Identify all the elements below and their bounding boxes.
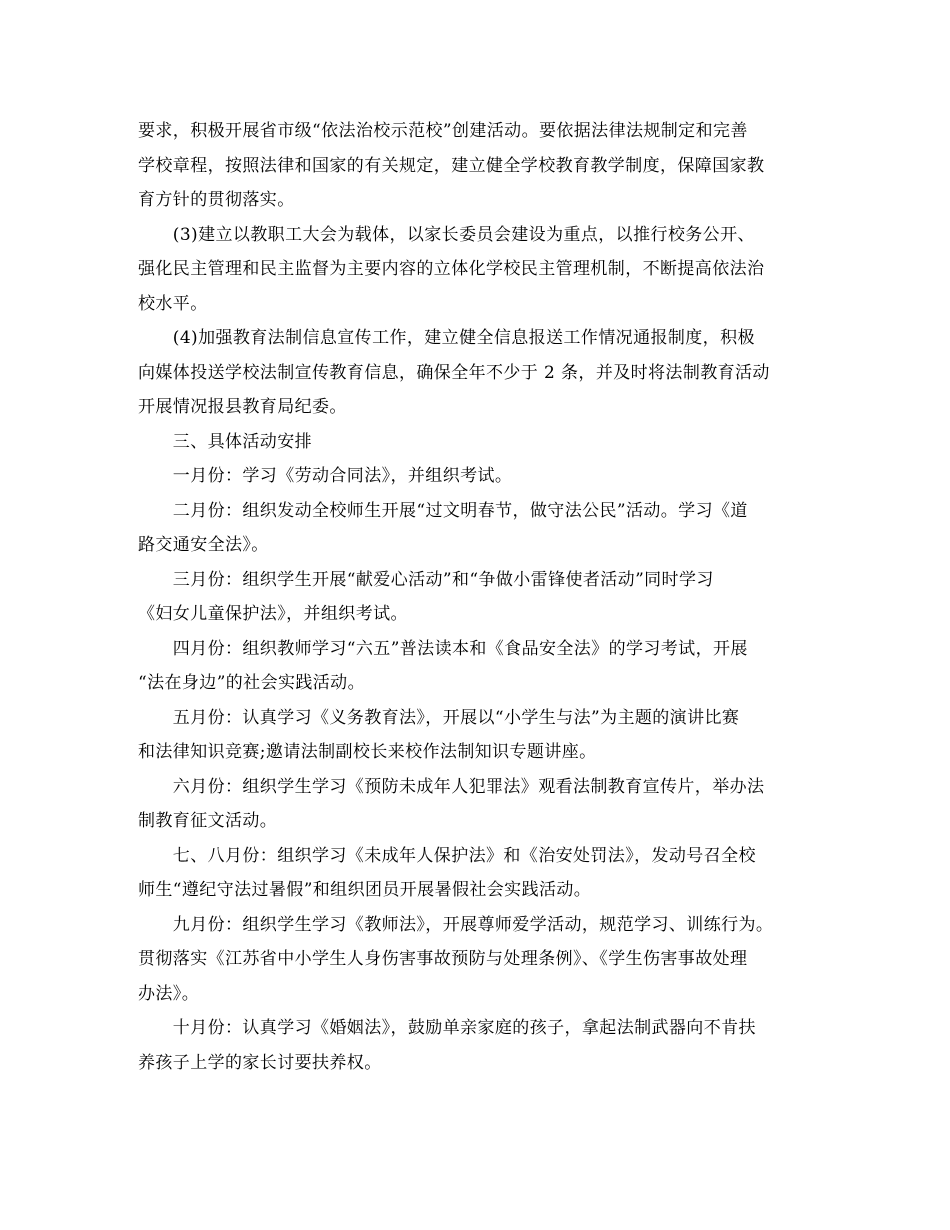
- paragraph-june: 六月份：组织学生学习《预防未成年人犯罪法》观看法制教育宣传片，举办法 制教育征文活动。: [138, 776, 765, 831]
- paragraph-march: 三月份：组织学生开展“献爱心活动”和“争做小雷锋使者活动”同时学习 《妇女儿童保护法》，并组织考试。: [138, 569, 714, 624]
- paragraph-july-august: 七、八月份：组织学习《未成年人保护法》和《治安处罚法》，发动号召全校 师生“遵纪守法过暑假”和组织团员开展暑假社会实践活动。: [138, 845, 756, 900]
- paragraph-january: 一月份：学习《劳动合同法》，并组织考试。: [138, 466, 513, 486]
- paragraph-october: 十月份：认真学习《婚姻法》，鼓励单亲家庭的孩子，拿起法制武器向不肯扶 养孩子上学的家长讨要扶养权。: [138, 1018, 756, 1073]
- paragraph-february: 二月份：组织发动全校师生开展“过文明春节，做守法公民”活动。学习《道 路交通安全法》。: [138, 500, 748, 555]
- document-body: [138, 114, 828, 1080]
- paragraph-item-4: (4)加强教育法制信息宣传工作，建立健全信息报送工作情况通报制度，积极 向媒体投送学校法制宣传教育信息，确保全年不少于 2 条，并及时将法制教育活动 开展情况报县教育局纪委。: [138, 328, 770, 417]
- paragraph-item-3: (3)建立以教职工大会为载体，以家长委员会建设为重点，以推行校务公开、 强化民主管理和民主监督为主要内容的立体化学校民主管理机制，不断提高依法治 校水平。: [138, 224, 765, 314]
- section-heading-activities: 三、具体活动安排: [138, 431, 312, 452]
- paragraph-september: 九月份：组织学生学习《教师法》，开展尊师爱学活动，规范学习、训练行为。 贯彻落实《江苏省中小学生人身伤害事故预防与处理条例》、《学生伤害事故处理 办法》。: [138, 914, 774, 1004]
- paragraph-may: 五月份：认真学习《义务教育法》，开展以“小学生与法”为主题的演讲比赛 和法律知识竞赛;邀请法制副校长来校作法制知识专题讲座。: [138, 707, 740, 762]
- paragraph-continuation: 要求，积极开展省市级“依法治校示范校”创建活动。要依据法律法规制定和完善 学校章程，按照法律和国家的有关规定，建立健全学校教育教学制度，保障国家教 育方针的贯彻落实。: [138, 121, 765, 210]
- paragraph-april: 四月份：组织教师学习“六五”普法读本和《食品安全法》的学习考试，开展 “法在身边”的社会实践活动。: [138, 638, 748, 693]
